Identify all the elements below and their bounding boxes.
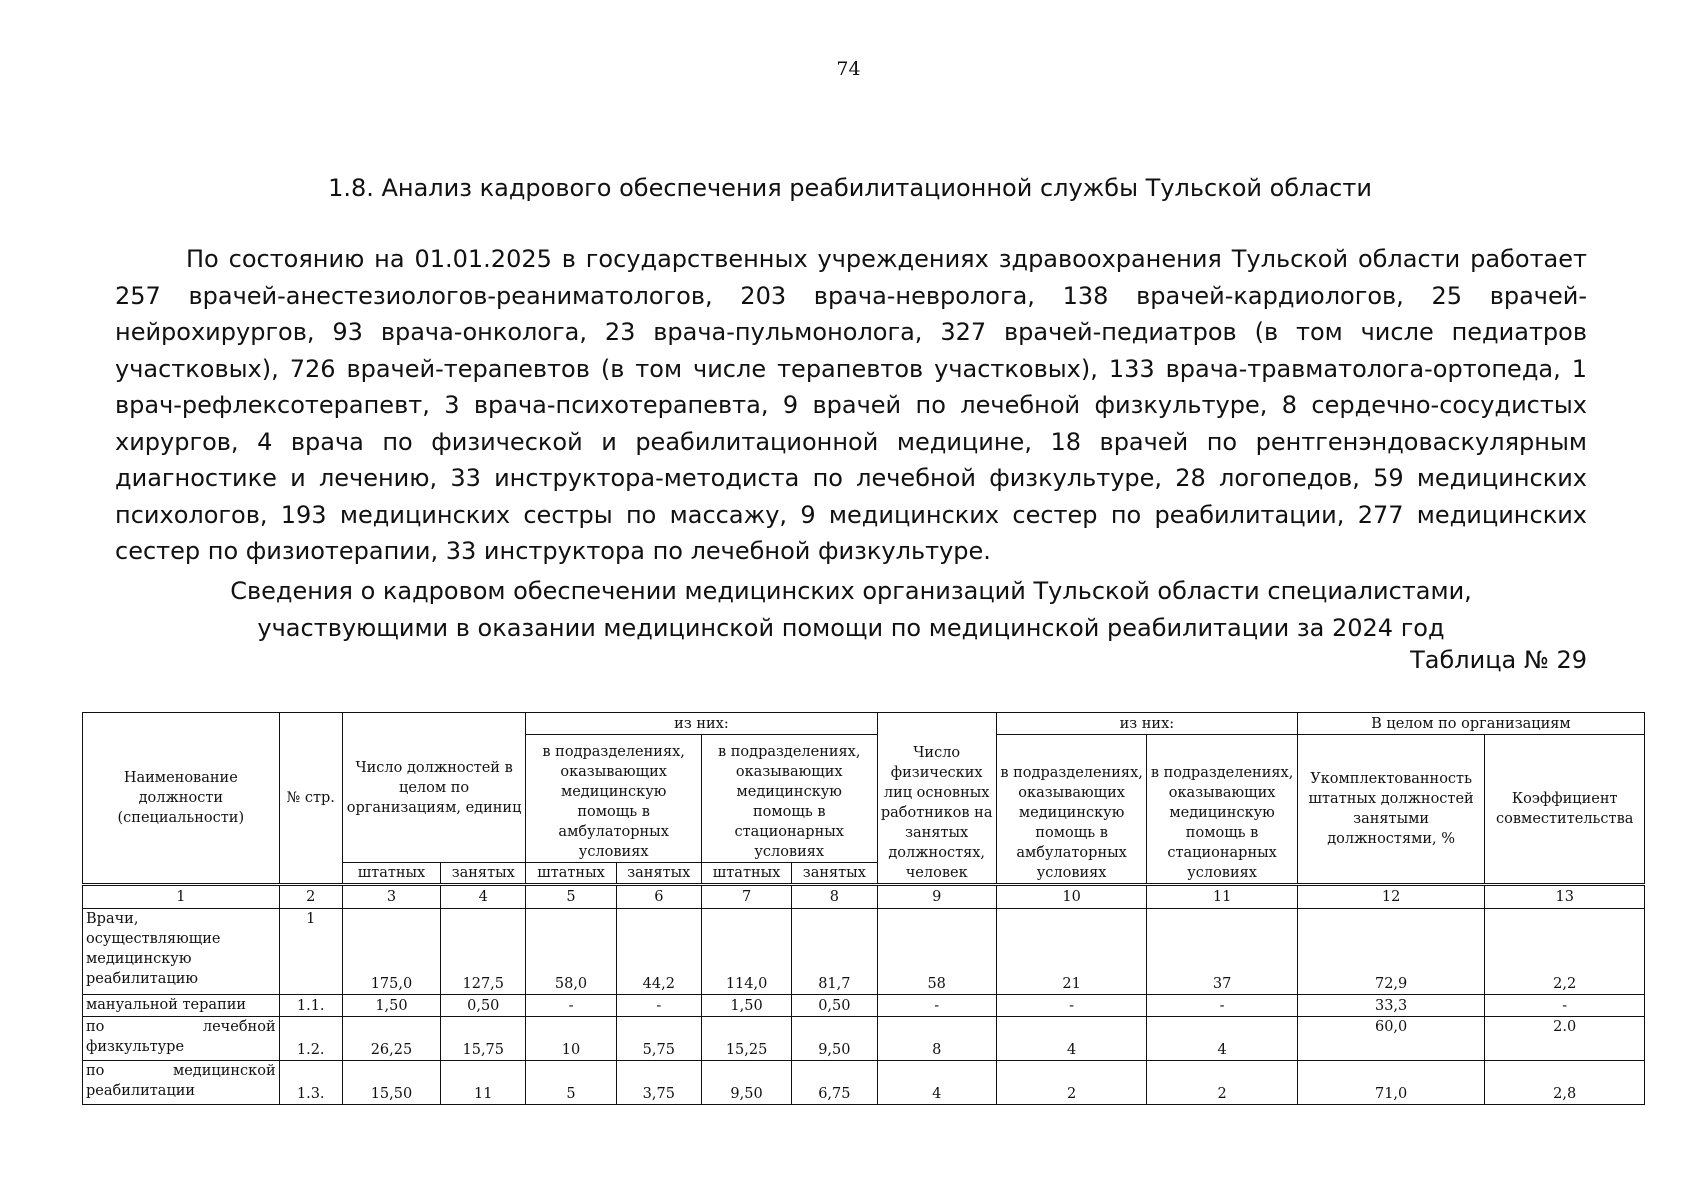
cell-value: 5 xyxy=(526,1061,616,1105)
row-number: 1.2. xyxy=(279,1017,342,1061)
header-staff: штатных xyxy=(526,863,616,885)
cell-value: 81,7 xyxy=(792,909,877,995)
column-number: 5 xyxy=(526,885,616,909)
cell-value: 2,8 xyxy=(1485,1061,1645,1105)
cell-value: - xyxy=(1147,995,1297,1017)
cell-value: 3,75 xyxy=(616,1061,701,1105)
column-number: 1 xyxy=(83,885,280,909)
cell-value: 58 xyxy=(877,909,996,995)
header-of-them: из них: xyxy=(996,713,1297,735)
column-number: 11 xyxy=(1147,885,1297,909)
cell-value: 2.0 xyxy=(1485,1017,1645,1061)
table-row xyxy=(83,995,1645,1017)
staffing-table xyxy=(82,712,1645,1105)
header-staff: штатных xyxy=(701,863,791,885)
cell-value: 21 xyxy=(996,909,1146,995)
column-number: 13 xyxy=(1485,885,1645,909)
row-name: по лечебной физкультуре xyxy=(83,1017,280,1061)
cell-value: 26,25 xyxy=(342,1017,440,1061)
intro-paragraph: По состоянию на 01.01.2025 в государственных учреждениях здравоохранения Тульской области работает 257 врачей-анестезиологов-реаниматологов, 203 врача-невролога, 138 врачей-кардиологов, 25 врачей-нейрохирургов, 93 врача-онколога, 23 врача-пульмонолога, 327 врачей-педиатров (в том числе педиатров участковых), 726 врачей-терапевтов (в том числе терапевтов участковых), 133 врача-травматолога-ортопеда, 1 врач-рефлексотерапевт, 3 врача-психотерапевта, 9 врачей по лечебной физкультуре, 8 сердечно-сосудистых хирургов, 4 врача по физической и реабилитационной медицине, 18 врачей по рентгенэндоваскулярным диагностике и лечению, 33 инструктора-методиста по лечебной физкультуре, 28 логопедов, 59 медицинских психологов, 193 медицинских сестры по массажу, 9 медицинских сестер по реабилитации, 277 медицинских сестер по физиотерапии, 33 инструктора по лечебной физкультуре. xyxy=(115,245,1587,565)
cell-value: 33,3 xyxy=(1297,995,1485,1017)
table-row xyxy=(83,1017,1645,1061)
cell-value: 8 xyxy=(877,1017,996,1061)
cell-value: 10 xyxy=(526,1017,616,1061)
table-number: Таблица № 29 xyxy=(1410,646,1587,674)
header-persons-inpatient: в подразделениях, оказывающих медицинскую помощь в стационарных условиях xyxy=(1147,735,1297,885)
column-number: 9 xyxy=(877,885,996,909)
row-number: 1 xyxy=(279,909,342,995)
cell-value: 11 xyxy=(441,1061,526,1105)
cell-value: 175,0 xyxy=(342,909,440,995)
cell-value: 5,75 xyxy=(616,1017,701,1061)
cell-value: 4 xyxy=(996,1017,1146,1061)
cell-value: 1,50 xyxy=(701,995,791,1017)
cell-value: 58,0 xyxy=(526,909,616,995)
cell-value: - xyxy=(526,995,616,1017)
cell-value: - xyxy=(877,995,996,1017)
header-occupied: занятых xyxy=(792,863,877,885)
header-staffing: Укомплектованность штатных должностей занятыми должностями, % xyxy=(1297,735,1485,885)
header-outpatient-units: в подразделениях, оказывающих медицинскую помощь в амбулаторных условиях xyxy=(526,735,702,863)
header-inpatient-units: в подразделениях, оказывающих медицинскую помощь в стационарных условиях xyxy=(701,735,877,863)
row-name: по медицинской реабилитации xyxy=(83,1061,280,1105)
header-persons-outpatient: в подразделениях, оказывающих медицинскую помощь в амбулаторных условиях xyxy=(996,735,1146,885)
cell-value: 15,75 xyxy=(441,1017,526,1061)
table-row xyxy=(83,909,1645,995)
section-title: 1.8. Анализ кадрового обеспечения реабилитационной службы Тульской области xyxy=(328,174,1372,202)
column-number: 6 xyxy=(616,885,701,909)
header-overall: В целом по организациям xyxy=(1297,713,1644,735)
table-caption-line: участвующими в оказании медицинской помощи по медицинской реабилитации за 2024 год xyxy=(257,613,1445,642)
table-row xyxy=(83,1061,1645,1105)
cell-value: 2 xyxy=(996,1061,1146,1105)
cell-value: 0,50 xyxy=(792,995,877,1017)
header-occupied: занятых xyxy=(441,863,526,885)
column-number: 8 xyxy=(792,885,877,909)
cell-value: 71,0 xyxy=(1297,1061,1485,1105)
page-number: 74 xyxy=(836,58,861,80)
cell-value: 44,2 xyxy=(616,909,701,995)
cell-value: 1,50 xyxy=(342,995,440,1017)
column-number: 7 xyxy=(701,885,791,909)
cell-value: 0,50 xyxy=(441,995,526,1017)
column-number: 10 xyxy=(996,885,1146,909)
column-number: 12 xyxy=(1297,885,1485,909)
cell-value: 37 xyxy=(1147,909,1297,995)
cell-value: 2,2 xyxy=(1485,909,1645,995)
header-persons: Число физических лиц основных работников на занятых должностях, человек xyxy=(877,713,996,885)
cell-value: 4 xyxy=(1147,1017,1297,1061)
header-occupied: занятых xyxy=(616,863,701,885)
table-caption xyxy=(115,573,1587,646)
header-staff: штатных xyxy=(342,863,440,885)
column-number: 3 xyxy=(342,885,440,909)
column-number: 2 xyxy=(279,885,342,909)
table-caption-line: Сведения о кадровом обеспечении медицинских организаций Тульской области специалистами, xyxy=(230,577,1472,605)
row-name: мануальной терапии xyxy=(83,995,280,1017)
cell-value: 9,50 xyxy=(792,1017,877,1061)
row-number: 1.3. xyxy=(279,1061,342,1105)
cell-value: 127,5 xyxy=(441,909,526,995)
column-number-row xyxy=(83,885,1645,909)
header-coefficient: Коэффициент совместительства xyxy=(1485,735,1645,885)
cell-value: 6,75 xyxy=(792,1061,877,1105)
cell-value: 114,0 xyxy=(701,909,791,995)
cell-value: - xyxy=(616,995,701,1017)
header-of-them: из них: xyxy=(526,713,877,735)
cell-value: 2 xyxy=(1147,1061,1297,1105)
column-number: 4 xyxy=(441,885,526,909)
header-positions-total: Число должностей в целом по организациям, единиц xyxy=(342,713,526,863)
cell-value: - xyxy=(996,995,1146,1017)
header-row-no: № стр. xyxy=(279,713,342,885)
cell-value: 4 xyxy=(877,1061,996,1105)
cell-value: 72,9 xyxy=(1297,909,1485,995)
row-name: Врачи, осуществляющие медицинскую реабилитацию xyxy=(83,909,280,995)
header-name: Наименование должности (специальности) xyxy=(83,713,280,885)
cell-value: 9,50 xyxy=(701,1061,791,1105)
cell-value: 60,0 xyxy=(1297,1017,1485,1061)
cell-value: 15,25 xyxy=(701,1017,791,1061)
cell-value: 15,50 xyxy=(342,1061,440,1105)
row-number: 1.1. xyxy=(279,995,342,1017)
cell-value: - xyxy=(1485,995,1645,1017)
